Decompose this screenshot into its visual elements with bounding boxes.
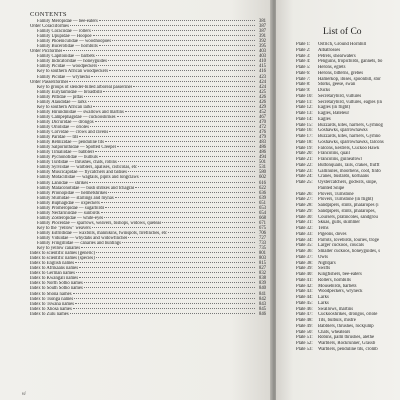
plate-number: Plate 26: xyxy=(296,191,313,197)
contents-entry-page: 840 xyxy=(258,286,266,292)
contents-entry-page: 735 xyxy=(258,246,266,252)
contents-entry-page: 391 xyxy=(258,34,266,40)
leader-dots xyxy=(105,141,255,142)
plate-number: Plate 17: xyxy=(296,134,313,139)
plate-title: Goshawks, sparrowhawks xyxy=(318,128,368,134)
contents-entry-page: 838 xyxy=(258,276,266,282)
plate-title: Gallinules, moorhens, coot, finfo xyxy=(318,168,381,174)
contents-entry-title: Family Alaudidae — larks xyxy=(37,99,87,105)
plate-title: Smaller cuckoos, honeyguides, s xyxy=(318,249,381,254)
contents-entry-title: Family Dicruridae — drongos xyxy=(37,119,94,125)
plate-title: Babblers, thrushes, rockjump xyxy=(318,323,374,329)
plate-title: Woodpeckers, wryneck xyxy=(318,289,363,295)
leader-dots xyxy=(73,293,255,294)
contents-entry-title: Index to Zulu names xyxy=(30,311,69,317)
contents-entry-page: 426 xyxy=(258,94,266,100)
contents-entry-page: 410 xyxy=(258,59,266,65)
contents-entry-page: 452 xyxy=(258,109,266,115)
plate-title: Eagles (in flight) xyxy=(318,105,351,111)
contents-entry-page: 494 xyxy=(258,155,266,161)
contents-entry-title: Family Muscicapidae — flycatchers and batises xyxy=(37,170,127,176)
plate-title: Plovers, Turnstone xyxy=(318,191,354,197)
contents-entry-title: Family Capitonidae — barbets xyxy=(37,54,95,60)
plate-number: Plate 30: xyxy=(296,214,313,220)
contents-entry-title: Family Salpornithidae — Spotted Creeper xyxy=(37,145,117,151)
contents-entry-page: 387 xyxy=(258,24,266,30)
plate-number: Plate 44: xyxy=(296,295,313,300)
leader-dots xyxy=(88,101,255,102)
contents-entry-page: 580 xyxy=(258,170,266,176)
leader-dots xyxy=(125,111,255,112)
contents-entry-title: Family Zosteropidae — white-eyes xyxy=(37,215,104,221)
leader-dots xyxy=(92,30,255,31)
plate-number: Plate 27: xyxy=(296,197,313,203)
leader-dots xyxy=(99,45,255,46)
leader-dots xyxy=(96,55,255,56)
plate-title: Plovers, Turnstone (in flight) xyxy=(318,197,374,203)
plate-title: Robins, palm thrushes, alethe xyxy=(318,335,375,341)
plate-number: Plate 48: xyxy=(296,318,313,323)
contents-entry-title: Index to German names xyxy=(30,271,75,277)
leader-dots xyxy=(96,257,255,258)
plate-title: Pigeons, doves xyxy=(318,231,347,237)
contents-entry-title: Family Hirundinidae — swallows and martins xyxy=(37,109,124,115)
leader-dots xyxy=(168,232,255,233)
leader-dots xyxy=(69,81,255,82)
plate-title: Herons, bitterns, grebes xyxy=(318,70,364,76)
leader-dots xyxy=(109,131,255,132)
plate-number: Plate 25: xyxy=(296,180,313,185)
plate-number: Plate 19: xyxy=(296,145,313,151)
contents-entry xyxy=(30,312,266,317)
contents-entry-title: Index to South Sotho names xyxy=(30,286,83,292)
leader-dots xyxy=(128,237,255,238)
plate-title: Oystercatchers, godwits, snipe, xyxy=(318,180,378,185)
contents-entry-page: 622 xyxy=(258,185,266,191)
contents-entry-title: Family Paridae — tits xyxy=(37,135,79,141)
plate-title: Mousebirds, barbets xyxy=(318,283,357,289)
leader-dots xyxy=(98,65,255,66)
leader-dots xyxy=(95,121,255,122)
plate-title: Skuas, gulls, skimmer xyxy=(318,220,360,226)
contents-entry-title: Index to scientific names (species) xyxy=(30,256,95,262)
contents-entry-title: Index to Kwangali names xyxy=(30,276,79,282)
contents-entry-page: 501 xyxy=(258,160,266,166)
contents-entry-page: 846 xyxy=(258,311,266,317)
contents-entry-title: Family Turdidae — thrushes, chats, robins xyxy=(37,160,117,166)
contents-entry-page: 839 xyxy=(258,281,266,287)
plate-title: Warblers, penduline tits, cromb xyxy=(318,346,378,352)
plate-number: Plate 47: xyxy=(296,312,313,318)
plate-title: Swifts xyxy=(318,266,331,272)
contents-entry-page: 843 xyxy=(258,301,266,307)
plate-title: Cranes, bustards, korhaans xyxy=(318,174,369,180)
leader-dots xyxy=(101,202,255,203)
contents-entry-title: Index to Tswana names xyxy=(30,301,74,307)
contents-entry-page: 651 xyxy=(258,200,266,206)
contents-entry-page: 479 xyxy=(258,135,266,141)
plate-title: Eagles, Bateleur xyxy=(318,111,350,116)
plate-number: Plate 24: xyxy=(296,174,313,180)
leader-dots xyxy=(84,287,255,288)
contents-entry-title: Key to southern African woodpeckers xyxy=(37,69,109,75)
plate-title: Secretarybird, vultures xyxy=(318,93,362,99)
plate-number: Plate 42: xyxy=(296,283,313,289)
contents-entry-page: 639 xyxy=(258,195,266,201)
leader-dots xyxy=(135,187,255,188)
contents-entry-page: 415 xyxy=(258,64,266,70)
plate-title: Larger cuckoos, coucals xyxy=(318,243,364,249)
leader-dots xyxy=(73,308,255,309)
plate-number: Plate 51: xyxy=(296,335,313,341)
contents-entry-page: 429 xyxy=(258,104,266,110)
leader-dots xyxy=(90,126,255,127)
contents-entry-title: Family Picidae — woodpeckers xyxy=(37,64,98,70)
contents-entry-page: 653 xyxy=(258,205,266,211)
plate-title: Chats, wheatears xyxy=(318,329,351,335)
leader-dots xyxy=(104,217,255,218)
contents-entry-page: 531 xyxy=(258,165,266,171)
contents-entry-title: Family Phoeniculidae — woodhoopoes xyxy=(37,39,112,45)
contents-entry-page: 470 xyxy=(258,119,266,125)
contents-entry-title: Family Sylviidae — warblers, apalises, cisticolas, etc xyxy=(37,165,138,171)
leader-dots xyxy=(117,146,255,147)
leader-dots xyxy=(75,303,255,304)
plate-number: Plate 32: xyxy=(296,226,313,231)
plate-title: Owls xyxy=(318,254,329,260)
plate-number: Plate 52: xyxy=(296,341,313,346)
plate-title: Cuckooshrikes, drongos, oriole xyxy=(318,312,378,318)
contents-heading: CONTENTS xyxy=(30,11,67,18)
leader-dots xyxy=(101,212,255,213)
contents-entry-title: Family Promeropidae — sugarbirds xyxy=(37,205,105,211)
contents-entry-title: Family Remizidae — penduline tits xyxy=(37,140,104,146)
contents-entry-title: Index to English names xyxy=(30,261,75,267)
leader-dots xyxy=(93,106,255,107)
contents-entry-title: Family Pittidae — pittas xyxy=(37,94,83,100)
contents-entry-title: Family Ploceidae — sparrows, weavers, bishops, widows, queleas xyxy=(37,220,162,226)
leader-dots xyxy=(118,161,255,162)
contents-entry-page: 668 xyxy=(258,215,266,221)
plate-title: Ducks xyxy=(318,88,331,93)
leader-dots xyxy=(79,277,255,278)
contents-entry-page: 423 xyxy=(258,74,266,80)
plate-title: Eagles xyxy=(318,116,331,122)
plate-number: Plate 36: xyxy=(296,249,313,254)
plate-number: Plate 29: xyxy=(296,208,313,214)
plate-number: Plate 37: xyxy=(296,254,313,260)
leader-dots xyxy=(162,222,255,223)
contents-entry-page: 424 xyxy=(258,84,266,90)
contents-entry-page: 733 xyxy=(258,241,266,247)
plate-number: Plate 7: xyxy=(296,76,311,82)
plate-title: Buzzards, kites, harriers, Gymno xyxy=(318,134,381,139)
contents-entry-page: 616 xyxy=(258,180,266,186)
contents-entry-title: Index to North Sotho names xyxy=(30,281,83,287)
contents-entry-title: Index to Afrikaans names xyxy=(30,266,79,272)
plate-title: Falcons, kestrels, Cuckoo Hawk xyxy=(318,145,380,151)
contents-entry-title: Family Picidae — wrynecks xyxy=(37,74,91,80)
plate-number: Plate 40: xyxy=(296,272,313,277)
contents-entry-page: 845 xyxy=(258,306,266,312)
leader-dots xyxy=(109,70,255,71)
plate-title: Tits, bulbuls, mistre xyxy=(318,318,356,323)
plate-title: Sandpipers, stints, phalaropes (i xyxy=(318,203,379,208)
leader-dots xyxy=(95,151,255,152)
plate-number: Plate 4: xyxy=(296,59,311,65)
contents-entry-page: 801 xyxy=(258,251,266,257)
plate-number: Plate 43: xyxy=(296,289,313,295)
plate-number: Plate 53: xyxy=(296,346,313,352)
plate-number: Plate 41: xyxy=(296,277,313,283)
plate-number: Plate 39: xyxy=(296,266,313,272)
plate-number: Plate 50: xyxy=(296,329,313,335)
contents-entry-title: Family Timaliidae — babblers xyxy=(37,150,95,156)
contents-entry-page: 842 xyxy=(258,296,266,302)
plate-number: Plate 49: xyxy=(296,323,313,329)
contents-entry-title: Key to the "yellow" weavers xyxy=(37,225,91,231)
contents-entry-page: 387 xyxy=(258,29,266,35)
plate-title: Ostrich, Ground Hornbill xyxy=(318,42,367,47)
contents-entry-title: Index to Tsonga names xyxy=(30,296,74,302)
plate-number: Plate 13: xyxy=(296,111,313,116)
leader-dots xyxy=(138,166,255,167)
contents-entry-title: Family Buphagidae — oxpeckers xyxy=(37,200,100,206)
contents-entry-page: 424 xyxy=(258,79,266,85)
plate-number: Plate 3: xyxy=(296,53,311,59)
contents-entry-title: Family Indicatoridae — honeyguides xyxy=(37,59,107,65)
leader-dots xyxy=(108,192,255,193)
plate-number: Plate 11: xyxy=(296,99,313,105)
leader-dots xyxy=(99,20,255,21)
leader-dots xyxy=(133,86,255,87)
plate-number: Plate 18: xyxy=(296,139,313,145)
contents-entry-page: 416 xyxy=(258,69,266,75)
plate-number: Plate 22: xyxy=(296,162,313,168)
plate-title: Secretarybird, vultures, eagles (in xyxy=(318,99,382,105)
leader-dots xyxy=(96,252,255,253)
plate-title: Petrels, shearwaters xyxy=(318,53,356,59)
list-of-plates-page xyxy=(276,0,400,400)
contents-entry-page: 675 xyxy=(258,225,266,231)
contents-entry-title: Family Oriolidae — orioles xyxy=(37,124,89,130)
plate-number: Plate 20: xyxy=(296,151,313,157)
plate-number: Plate 15: xyxy=(296,122,313,128)
contents-entry-title: Family Fringillidae — canaries and buntings xyxy=(37,241,121,247)
plate-title: Larks xyxy=(318,295,329,300)
plate-title: Nightjars xyxy=(318,260,336,266)
plate-title: Swallows, martins xyxy=(318,306,354,312)
contents-entry-page: 467 xyxy=(258,114,266,120)
contents-entry-page: 472 xyxy=(258,124,266,130)
contents-entry-page: 827 xyxy=(258,266,266,272)
contents-entry-title: Key to yellow canaries xyxy=(37,246,81,252)
leader-dots xyxy=(115,197,255,198)
plate-title: Buttonquails, rails, crakes, flufft xyxy=(318,162,380,168)
plate-title: Terns xyxy=(318,226,329,231)
leader-dots xyxy=(74,298,255,299)
plate-number: Plate 45: xyxy=(296,300,313,306)
plate-number: Plate 38: xyxy=(296,260,313,266)
plate-number: Plate 10: xyxy=(296,93,313,99)
plate-number: Plate 9: xyxy=(296,88,311,93)
leader-dots xyxy=(128,171,255,172)
contents-entry-title: Family Prionopidae — helmetshrikes xyxy=(37,190,108,196)
leader-dots xyxy=(92,227,255,228)
contents-entry-title: Family Eurylaimidae — broadbills xyxy=(37,89,103,95)
contents-entry-title: Order Piciformes xyxy=(30,49,63,55)
contents-entry-title: Family Malaconotidae — bush shrikes and tchagras xyxy=(37,185,135,191)
plate-number: Plate 23: xyxy=(296,168,313,174)
leader-dots xyxy=(70,313,255,314)
plate-number: Plate 46: xyxy=(296,306,313,312)
contents-entry-title: Family Nectariniidae — sunbirds xyxy=(37,210,100,216)
plates-list xyxy=(296,42,400,353)
contents-entry-page: 727 xyxy=(258,236,266,242)
plate-number: Plate 31: xyxy=(296,220,313,226)
plate-title: Buzzards, kites, harriers, Gymnog xyxy=(318,122,383,128)
leader-dots xyxy=(140,176,255,177)
plate-number: Plate 35: xyxy=(296,243,313,249)
contents-entry-title: Index to Shona names xyxy=(30,291,72,297)
contents-entry-title: Family Motacillidae — wagtails, pipits and longclaws xyxy=(37,175,139,181)
plate-title: Storks, geese, swan xyxy=(318,82,356,88)
leader-dots xyxy=(79,267,255,268)
plate-number: Plate 2: xyxy=(296,47,311,53)
contents-entry-title: Family Corvidae — crows and ravens xyxy=(37,130,109,136)
leader-dots xyxy=(91,76,255,77)
plate-number: Plate 1: xyxy=(296,42,311,47)
contents-entry-title: Family Upupidae — Hoopoe xyxy=(37,34,92,40)
plate-title: Kingfishers, bee-eaters xyxy=(318,272,362,277)
leader-dots xyxy=(99,156,255,157)
leader-dots xyxy=(89,182,255,183)
plate-title: Francolins, guineafowl xyxy=(318,157,362,162)
contents-entry-page: 381 xyxy=(258,19,266,24)
leader-dots xyxy=(76,272,255,273)
contents-entry-page: 483 xyxy=(258,140,266,146)
leader-dots xyxy=(63,50,255,51)
contents-entry-title: Family Estrildidae — waxbills, mannikins, twinspots, firefinches, etc xyxy=(37,230,168,236)
plate-number: Plate 21: xyxy=(296,157,313,162)
leader-dots xyxy=(81,247,255,248)
plate-number: Plate 34: xyxy=(296,237,313,243)
plate-title: Coursers, pratincoles, sandgrou xyxy=(318,214,378,220)
plate-title: Penguins, tropicbirds, gannets, bo xyxy=(318,59,383,65)
contents-entry-title: Key to groups of slender-billed arboreal passerines xyxy=(37,84,133,90)
leader-dots xyxy=(112,40,255,41)
leader-dots xyxy=(105,207,255,208)
plate-title: Hamerkop, ibises, spoonbill, stor xyxy=(318,76,381,82)
leader-dots xyxy=(70,25,255,26)
plate-number: Plate 16: xyxy=(296,128,313,134)
contents-list xyxy=(30,19,266,317)
contents-entry-page: 392 xyxy=(258,39,266,45)
contents-entry-page: 403 xyxy=(258,54,266,60)
leader-dots xyxy=(75,262,255,263)
contents-entry-title: Family Sturnidae — starlings and mynas xyxy=(37,195,114,201)
contents-entry-title: Order Passeriformes xyxy=(30,79,69,85)
contents-entry-page: 841 xyxy=(258,291,266,297)
contents-entry-title: Family Laniidae — shrikes xyxy=(37,180,89,186)
plate-title: Painted Snipe xyxy=(318,185,345,191)
plate-title: Parrots, lovebirds, louries, troge xyxy=(318,237,379,243)
leader-dots xyxy=(103,91,255,92)
contents-entry-title: Family Meropidae — bee-eaters xyxy=(37,19,98,24)
plate-title: Herons, egrets xyxy=(318,65,346,70)
leader-dots xyxy=(79,136,255,137)
leader-dots xyxy=(117,116,256,117)
plate-title: Larks xyxy=(318,300,329,306)
contents-entry-page: 815 xyxy=(258,261,266,267)
plate-title: Rollers, hornbills xyxy=(318,277,351,283)
contents-entry-title: Family Campephagidae — cuckooshrikes xyxy=(37,114,116,120)
plate-number: Plate 5: xyxy=(296,65,311,70)
contents-entry-title: Index to Xhosa names xyxy=(30,306,72,312)
contents-entry-title: Family Viduidae — whydahs and widowfinches xyxy=(37,236,128,242)
contents-entry-page: 425 xyxy=(258,89,266,95)
page-number: vi xyxy=(22,392,26,397)
contents-entry-page: 426 xyxy=(258,99,266,105)
contents-entry-title: Key to southern African larks xyxy=(37,104,93,110)
plate-title: Sandpipers, stints, phalaropes, xyxy=(318,208,376,214)
contents-entry-page: 486 xyxy=(258,150,266,156)
contents-entry-title: Order Coraciiformes xyxy=(30,24,69,30)
contents-entry-page: 476 xyxy=(258,130,266,136)
plate-title: Francolins, quail xyxy=(318,151,350,157)
plate-title: Goshawks, sparrowhawks, falcons xyxy=(318,139,384,145)
plate-number: Plate 8: xyxy=(296,82,311,88)
leader-dots xyxy=(84,96,255,97)
list-of-plates-heading: List of Co xyxy=(323,27,362,37)
plate-number: Plate 14: xyxy=(296,116,313,122)
contents-entry-page: 403 xyxy=(258,49,266,55)
leader-dots xyxy=(93,35,255,36)
contents-entry-page: 602 xyxy=(258,175,266,181)
contents-entry-title: Family Bucerotidae — hornbills xyxy=(37,44,98,50)
contents-entry-title: Index to scientific names (generic) xyxy=(30,251,96,257)
plate-entry xyxy=(296,347,400,353)
contents-entry-page: 636 xyxy=(258,190,266,196)
contents-entry-page: 395 xyxy=(258,44,266,50)
plate-title: Warblers, Rockrunner, Grassb xyxy=(318,341,376,346)
plate-number: Plate 33: xyxy=(296,231,313,237)
contents-entry-page: 671 xyxy=(258,220,266,226)
contents-entry-title: Family Coraciidae — rollers xyxy=(37,29,91,35)
plate-number: Plate 6: xyxy=(296,70,311,76)
contents-entry-page: 832 xyxy=(258,271,266,277)
contents-entry-page: 803 xyxy=(258,256,266,262)
contents-entry-page: 654 xyxy=(258,210,266,216)
leader-dots xyxy=(84,282,255,283)
leader-dots xyxy=(108,60,255,61)
plate-title: Albatrosses xyxy=(318,47,341,53)
leader-dots xyxy=(122,242,255,243)
contents-entry-page: 706 xyxy=(258,230,266,236)
plate-number: Plate 12: xyxy=(296,105,313,111)
contents-entry-page: 486 xyxy=(258,145,266,151)
contents-entry-title: Family Pycnonotidae — bulbuls xyxy=(37,155,98,161)
plate-number: Plate 28: xyxy=(296,203,313,208)
